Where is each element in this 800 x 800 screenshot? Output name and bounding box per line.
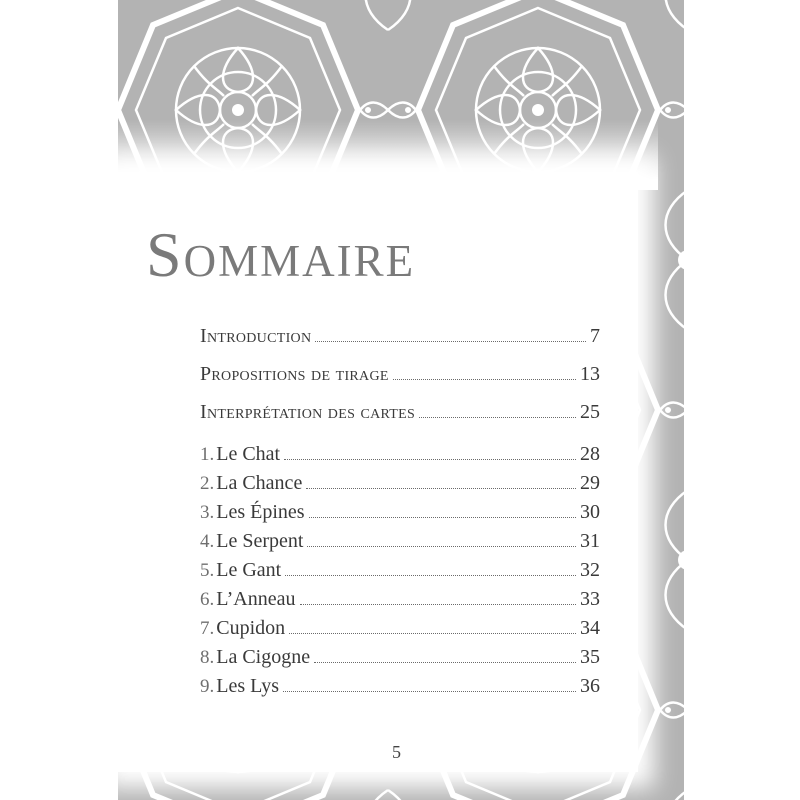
- toc-entry-introduction[interactable]: [200, 318, 600, 348]
- card-number: 4.: [200, 531, 215, 552]
- dot-leader: [315, 341, 586, 342]
- dot-leader: [307, 546, 576, 547]
- toc-entry-label: L’Anneau: [216, 588, 296, 610]
- toc-entry-label: Introduction: [200, 325, 312, 347]
- card-number: 6.: [200, 589, 215, 610]
- toc-entry-label: Les Lys: [216, 675, 280, 697]
- page-title: Sommaire: [146, 219, 416, 290]
- toc-page-number: 30: [580, 501, 600, 523]
- toc-entry-label: Le Gant: [216, 559, 282, 581]
- toc-entry-label: Propositions de tirage: [200, 363, 389, 385]
- dot-leader: [393, 379, 576, 380]
- dot-leader: [300, 604, 577, 605]
- card-number: 7.: [200, 618, 215, 639]
- toc-page-number: 33: [580, 588, 600, 610]
- toc-page-number: 36: [580, 675, 600, 697]
- toc-card-8[interactable]: [200, 639, 600, 669]
- toc-entry-label: La Cigogne: [216, 646, 311, 668]
- toc-card-7[interactable]: [200, 610, 600, 640]
- toc-card-6[interactable]: [200, 581, 600, 611]
- dot-leader: [309, 517, 576, 518]
- toc-card-2[interactable]: [200, 465, 600, 495]
- toc-entry-label: Cupidon: [216, 617, 286, 639]
- toc-entry-interpretation[interactable]: [200, 394, 600, 424]
- card-number: 5.: [200, 560, 215, 581]
- toc-entry-label: Les Épines: [216, 501, 305, 523]
- dot-leader: [285, 575, 576, 576]
- card-number: 9.: [200, 676, 215, 697]
- toc-entry-label: La Chance: [216, 472, 303, 494]
- toc-page-number: 13: [580, 363, 600, 385]
- page-number-footer: 5: [392, 742, 401, 762]
- toc-card-9[interactable]: [200, 668, 600, 698]
- dot-leader: [284, 459, 576, 460]
- toc-card-4[interactable]: [200, 523, 600, 553]
- dot-leader: [419, 417, 576, 418]
- card-number: 3.: [200, 502, 215, 523]
- dot-leader: [283, 691, 576, 692]
- toc-page-number: 7: [590, 325, 600, 347]
- toc-card-1[interactable]: [200, 436, 600, 466]
- card-number: 2.: [200, 473, 215, 494]
- toc-page-number: 28: [580, 443, 600, 465]
- card-number: 8.: [200, 647, 215, 668]
- toc-page-number: 25: [580, 401, 600, 423]
- card-number: 1.: [200, 444, 215, 465]
- toc-page-number: 31: [580, 530, 600, 552]
- toc-entry-label: Interprétation des cartes: [200, 401, 416, 423]
- dot-leader: [306, 488, 576, 489]
- toc-page-number: 34: [580, 617, 600, 639]
- toc-entry-label: Le Serpent: [216, 530, 304, 552]
- toc-page-number: 29: [580, 472, 600, 494]
- toc-page-number: 35: [580, 646, 600, 668]
- toc-card-3[interactable]: [200, 494, 600, 524]
- toc-page-number: 32: [580, 559, 600, 581]
- toc-entry-label: Le Chat: [216, 443, 281, 465]
- dot-leader: [289, 633, 576, 634]
- dot-leader: [314, 662, 576, 663]
- toc-card-5[interactable]: [200, 552, 600, 582]
- toc-entry-propositions[interactable]: [200, 356, 600, 386]
